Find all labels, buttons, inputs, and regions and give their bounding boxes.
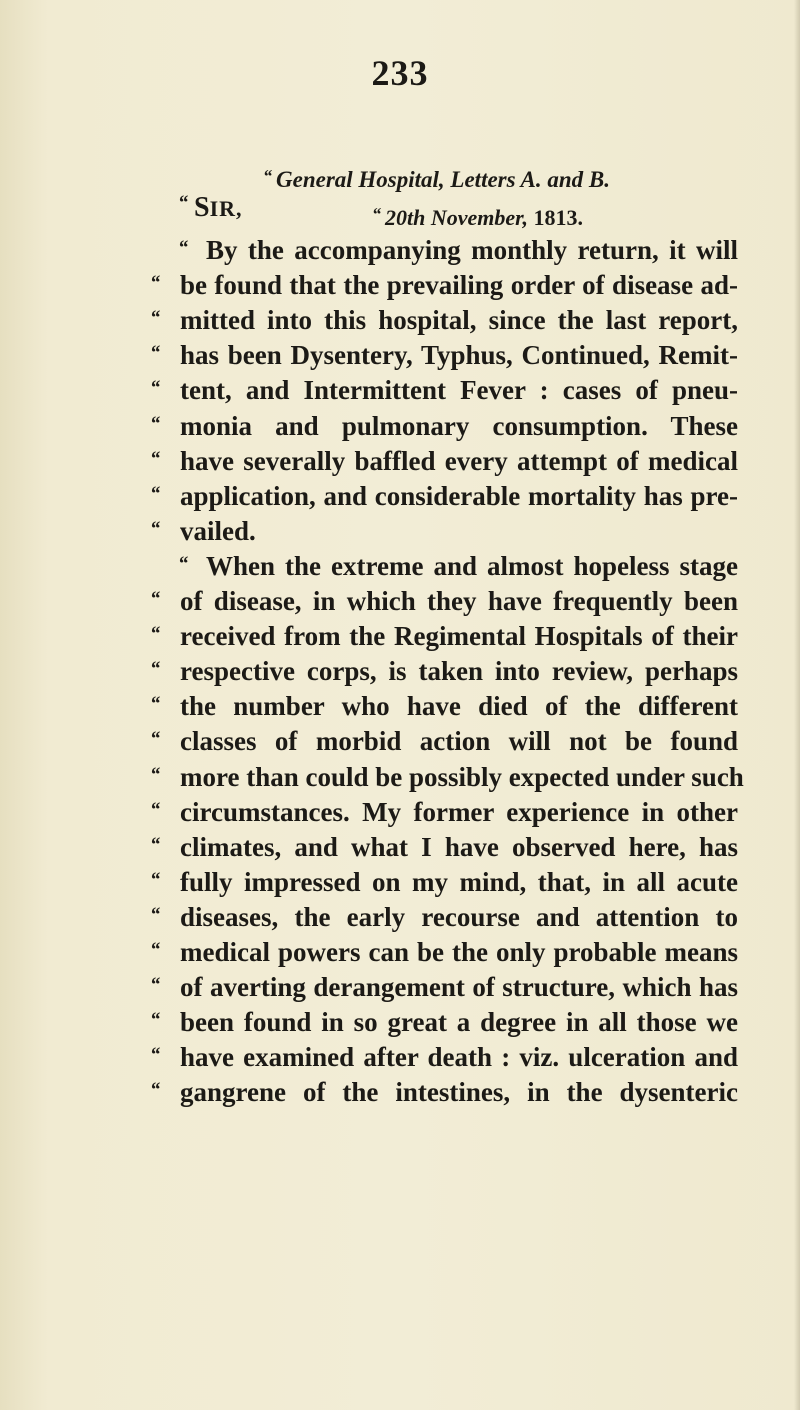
salutation-rest: IR, <box>209 196 243 221</box>
line-text: application, and considerable mortality has pre- <box>180 480 738 511</box>
line-text: vailed. <box>180 515 256 546</box>
letter-location <box>263 166 610 193</box>
text-line <box>150 653 738 689</box>
line-text: climates, and what I have observed here, has <box>180 831 738 862</box>
text-line <box>150 372 738 408</box>
text-line <box>150 829 738 865</box>
text-line <box>150 513 738 549</box>
location-text: General Hospital, Letters <box>276 167 516 192</box>
line-text: the number who have died of the different <box>180 691 738 722</box>
line-quote-mark: “ <box>150 272 160 295</box>
text-line <box>150 934 738 970</box>
text-line <box>150 864 738 900</box>
line-text: By the accompanying monthly return, it will <box>206 235 738 265</box>
line-text: have severally baffled every attempt of medical <box>180 445 738 476</box>
line-quote-mark: “ <box>150 342 160 365</box>
salutation-initial: S <box>194 192 210 223</box>
line-text: monia and pulmonary consumption. These <box>180 410 738 441</box>
line-quote-mark: “ <box>150 447 160 470</box>
line-text: tent, and Intermittent Fever : cases of pneu- <box>180 375 738 406</box>
letter-date <box>372 204 583 231</box>
line-quote-mark: “ <box>150 798 160 821</box>
line-quote-mark: “ <box>150 1009 160 1032</box>
text-line <box>150 1074 738 1110</box>
text-line <box>150 899 738 935</box>
line-quote-mark: “ <box>150 1044 160 1067</box>
text-line <box>150 302 738 338</box>
line-text: more than could be possibly expected under such <box>180 761 744 792</box>
line-text: circumstances. My former experience in other <box>180 796 738 827</box>
text-line <box>150 759 744 795</box>
line-text: of disease, in which they have frequently been <box>180 586 738 616</box>
text-line <box>150 688 738 724</box>
line-quote-mark: “ <box>150 482 160 505</box>
location-and: and <box>547 167 584 192</box>
line-quote-mark: “ <box>150 307 160 330</box>
line-quote-mark: “ <box>150 939 160 961</box>
text-line <box>150 723 738 759</box>
text-line <box>150 443 738 479</box>
line-quote-mark: “ <box>150 588 160 610</box>
line-text: of averting derangement of structure, which has <box>180 972 738 1003</box>
line-quote-mark: “ <box>150 1079 160 1102</box>
line-quote-mark: “ <box>150 377 160 400</box>
line-quote-mark: “ <box>150 693 160 716</box>
line-text: mitted into this hospital, since the last report, <box>180 305 738 336</box>
date-year: 1813. <box>533 205 583 230</box>
line-text: has been Dysentery, Typhus, Continued, Remit- <box>180 340 738 371</box>
page-edge-shadow <box>794 0 800 1410</box>
line-quote-mark: “ <box>178 237 188 259</box>
text-line <box>150 583 738 619</box>
line-quote-mark: “ <box>178 552 188 575</box>
text-line <box>150 408 738 444</box>
line-text: When the extreme and almost hopeless stage <box>206 550 738 581</box>
line-text: gangrene of the intestines, in the dysenteric <box>180 1077 738 1108</box>
line-quote-mark: “ <box>150 868 160 891</box>
text-line <box>150 478 738 514</box>
line-quote-mark: “ <box>150 974 160 997</box>
text-line <box>150 267 738 303</box>
line-text: be found that the prevailing order of disease ad- <box>180 270 738 301</box>
line-text: classes of morbid action will not be found <box>180 726 738 757</box>
opening-quote: “ <box>178 192 188 214</box>
line-text: respective corps, is taken into review, perhaps <box>180 656 738 687</box>
line-quote-mark: “ <box>150 833 160 856</box>
line-quote-mark: “ <box>150 658 160 681</box>
line-quote-mark: “ <box>150 623 160 646</box>
text-line <box>150 1039 738 1075</box>
location-b: B. <box>588 167 610 192</box>
page-number: 233 <box>371 53 429 93</box>
line-text: fully impressed on my mind, that, in all acute <box>180 866 738 897</box>
text-line <box>150 969 738 1005</box>
line-text: received from the Regimental Hospitals of their <box>180 621 738 652</box>
line-quote-mark: “ <box>150 903 160 926</box>
line-quote-mark: “ <box>150 412 160 435</box>
opening-quote: “ <box>372 204 381 224</box>
line-quote-mark: “ <box>150 517 160 540</box>
text-line <box>150 548 738 584</box>
line-text: have examined after death : viz. ulceration and <box>180 1042 738 1073</box>
text-line <box>150 232 738 268</box>
opening-quote: “ <box>263 166 272 186</box>
date-day: 20th November, <box>385 205 528 230</box>
text-line <box>150 337 738 373</box>
line-quote-mark: “ <box>150 763 160 786</box>
line-quote-mark: “ <box>150 728 160 751</box>
salutation <box>178 192 243 224</box>
location-a: A. <box>520 167 542 192</box>
text-line <box>150 618 738 654</box>
text-line <box>150 794 738 830</box>
line-text: been found in so great a degree in all those we <box>180 1007 738 1038</box>
line-text: diseases, the early recourse and attention to <box>180 901 738 932</box>
line-text: medical powers can be the only probable means <box>180 937 738 967</box>
text-line <box>150 1004 738 1040</box>
